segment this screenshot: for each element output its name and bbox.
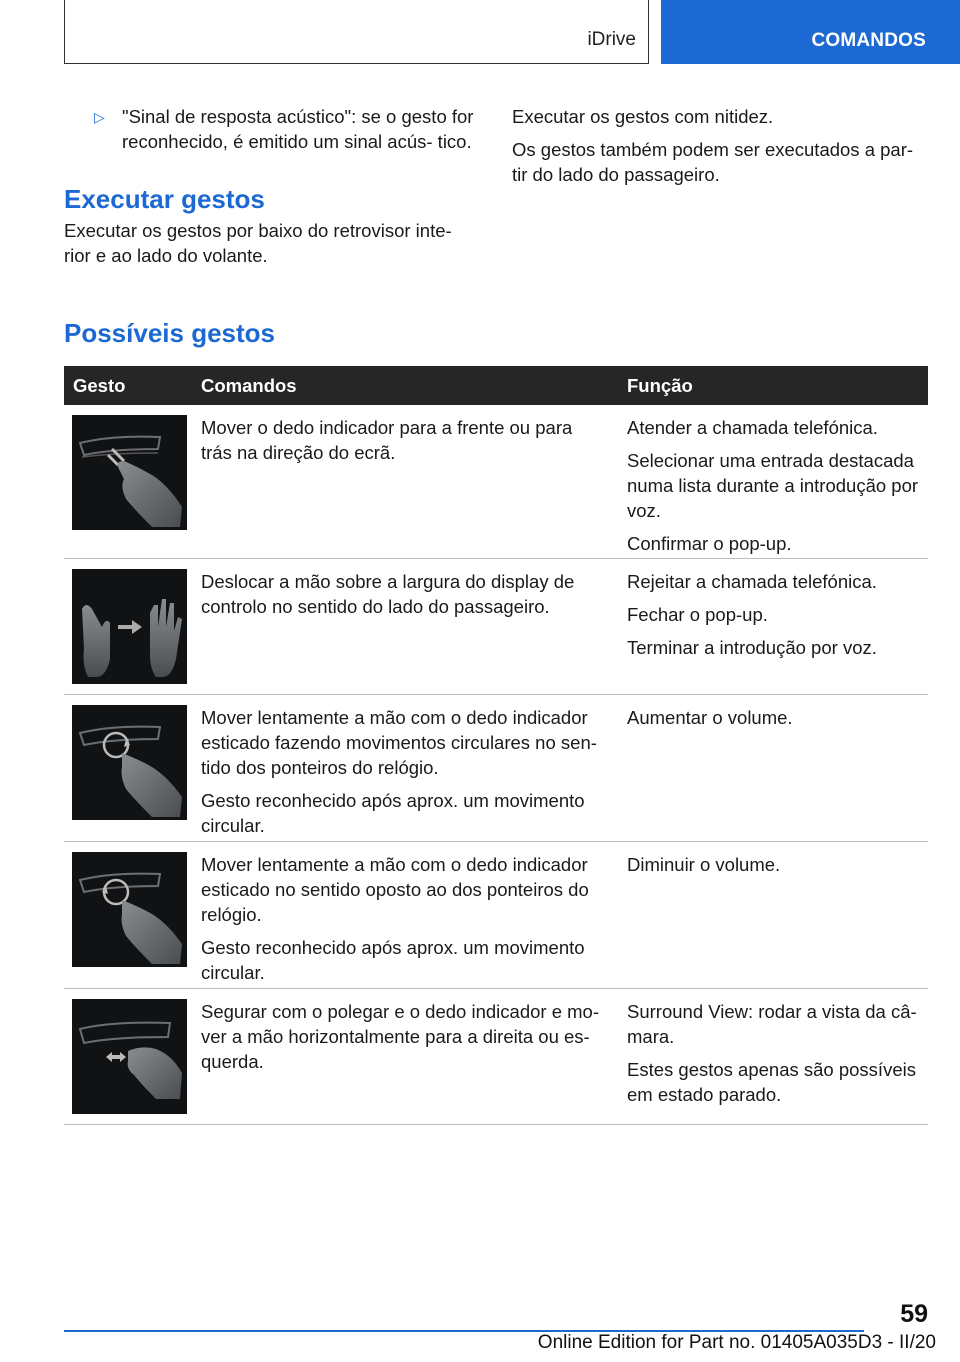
row5-function-2: Estes gestos apenas são possíveis em estado parado. bbox=[627, 1059, 916, 1105]
row2-function-1: Rejeitar a chamada telefónica. bbox=[627, 571, 877, 592]
paragraph-passageiro: Os gestos também podem ser executados a par‐ tir do lado do passageiro. bbox=[512, 139, 914, 185]
footer-edition: Online Edition for Part no. 01405A035D3 - II/20 bbox=[537, 1332, 936, 1353]
row2-function-2: Fechar o pop-up. bbox=[627, 604, 768, 625]
triangle-bullet-icon: ▷ bbox=[94, 109, 105, 125]
row1-function-3: Confirmar o pop-up. bbox=[627, 533, 792, 554]
table-row bbox=[64, 989, 928, 1125]
table-row bbox=[64, 405, 928, 559]
table-row bbox=[64, 559, 928, 695]
row3-function-1: Aumentar o volume. bbox=[627, 707, 793, 728]
row1-function-2: Selecionar uma entrada destacada numa lista durante a introdução por voz. bbox=[627, 450, 919, 521]
header-chapter-tab bbox=[661, 0, 960, 64]
header-section-box bbox=[64, 0, 649, 64]
gesture-hand-swipe-icon bbox=[72, 569, 187, 684]
acoustic-signal-bullet bbox=[64, 104, 474, 154]
gesture-pinch-move-icon bbox=[72, 999, 187, 1114]
page-number: 59 bbox=[900, 1300, 928, 1328]
row2-function-3: Terminar a introdução por voz. bbox=[627, 637, 877, 658]
heading-executar-gestos: Executar gestos bbox=[64, 184, 265, 214]
row1-command: Mover o dedo indicador para a frente ou para trás na direção do ecrã. bbox=[201, 417, 573, 463]
gestures-table bbox=[64, 366, 928, 1125]
gesture-circle-counterclockwise-icon bbox=[72, 852, 187, 967]
table-header bbox=[64, 366, 928, 405]
row5-function-1: Surround View: rodar a vista da câ‐ mara. bbox=[627, 1001, 917, 1047]
row3-command-1: Mover lentamente a mão com o dedo indicador esticado fazendo movimentos circulares no sen‐ tido dos ponteiros do relógio. bbox=[201, 707, 597, 778]
table-row bbox=[64, 695, 928, 842]
row5-command: Segurar com o polegar e o dedo indicador e mo‐ ver a mão horizontalmente para a direita ou es‐ querda. bbox=[201, 1001, 599, 1072]
paragraph-nitidez: Executar os gestos com nitidez. bbox=[512, 106, 774, 127]
row4-command-1: Mover lentamente a mão com o dedo indicador esticado no sentido oposto ao dos ponteiros do relógio. bbox=[201, 854, 589, 925]
paragraph-executar: Executar os gestos por baixo do retrovisor inte‐ rior e ao lado do volante. bbox=[64, 220, 452, 266]
header-chapter-label: COMANDOS bbox=[811, 30, 926, 51]
row3-command-2: Gesto reconhecido após aprox. um movimento circular. bbox=[201, 790, 585, 836]
right-column bbox=[512, 104, 928, 187]
row1-function-1: Atender a chamada telefónica. bbox=[627, 417, 878, 438]
row4-function-1: Diminuir o volume. bbox=[627, 854, 781, 875]
header-comandos: Comandos bbox=[201, 374, 297, 396]
header-gesto: Gesto bbox=[73, 374, 126, 396]
gesture-circle-clockwise-icon bbox=[72, 705, 187, 820]
left-column bbox=[64, 104, 474, 268]
header-section-label: iDrive bbox=[587, 29, 636, 50]
bullet-text: "Sinal de resposta acústico": se o gesto for reconhecido, é emitido um sinal acús‐ tico. bbox=[122, 106, 474, 152]
header-funcao: Função bbox=[627, 374, 693, 396]
heading-possiveis-gestos: Possíveis gestos bbox=[64, 318, 275, 348]
gesture-finger-forward-back-icon bbox=[72, 415, 187, 530]
row2-command: Deslocar a mão sobre a largura do display de controlo no sentido do lado do passageiro. bbox=[201, 571, 575, 617]
row4-command-2: Gesto reconhecido após aprox. um movimento circular. bbox=[201, 937, 585, 983]
table-row bbox=[64, 842, 928, 989]
